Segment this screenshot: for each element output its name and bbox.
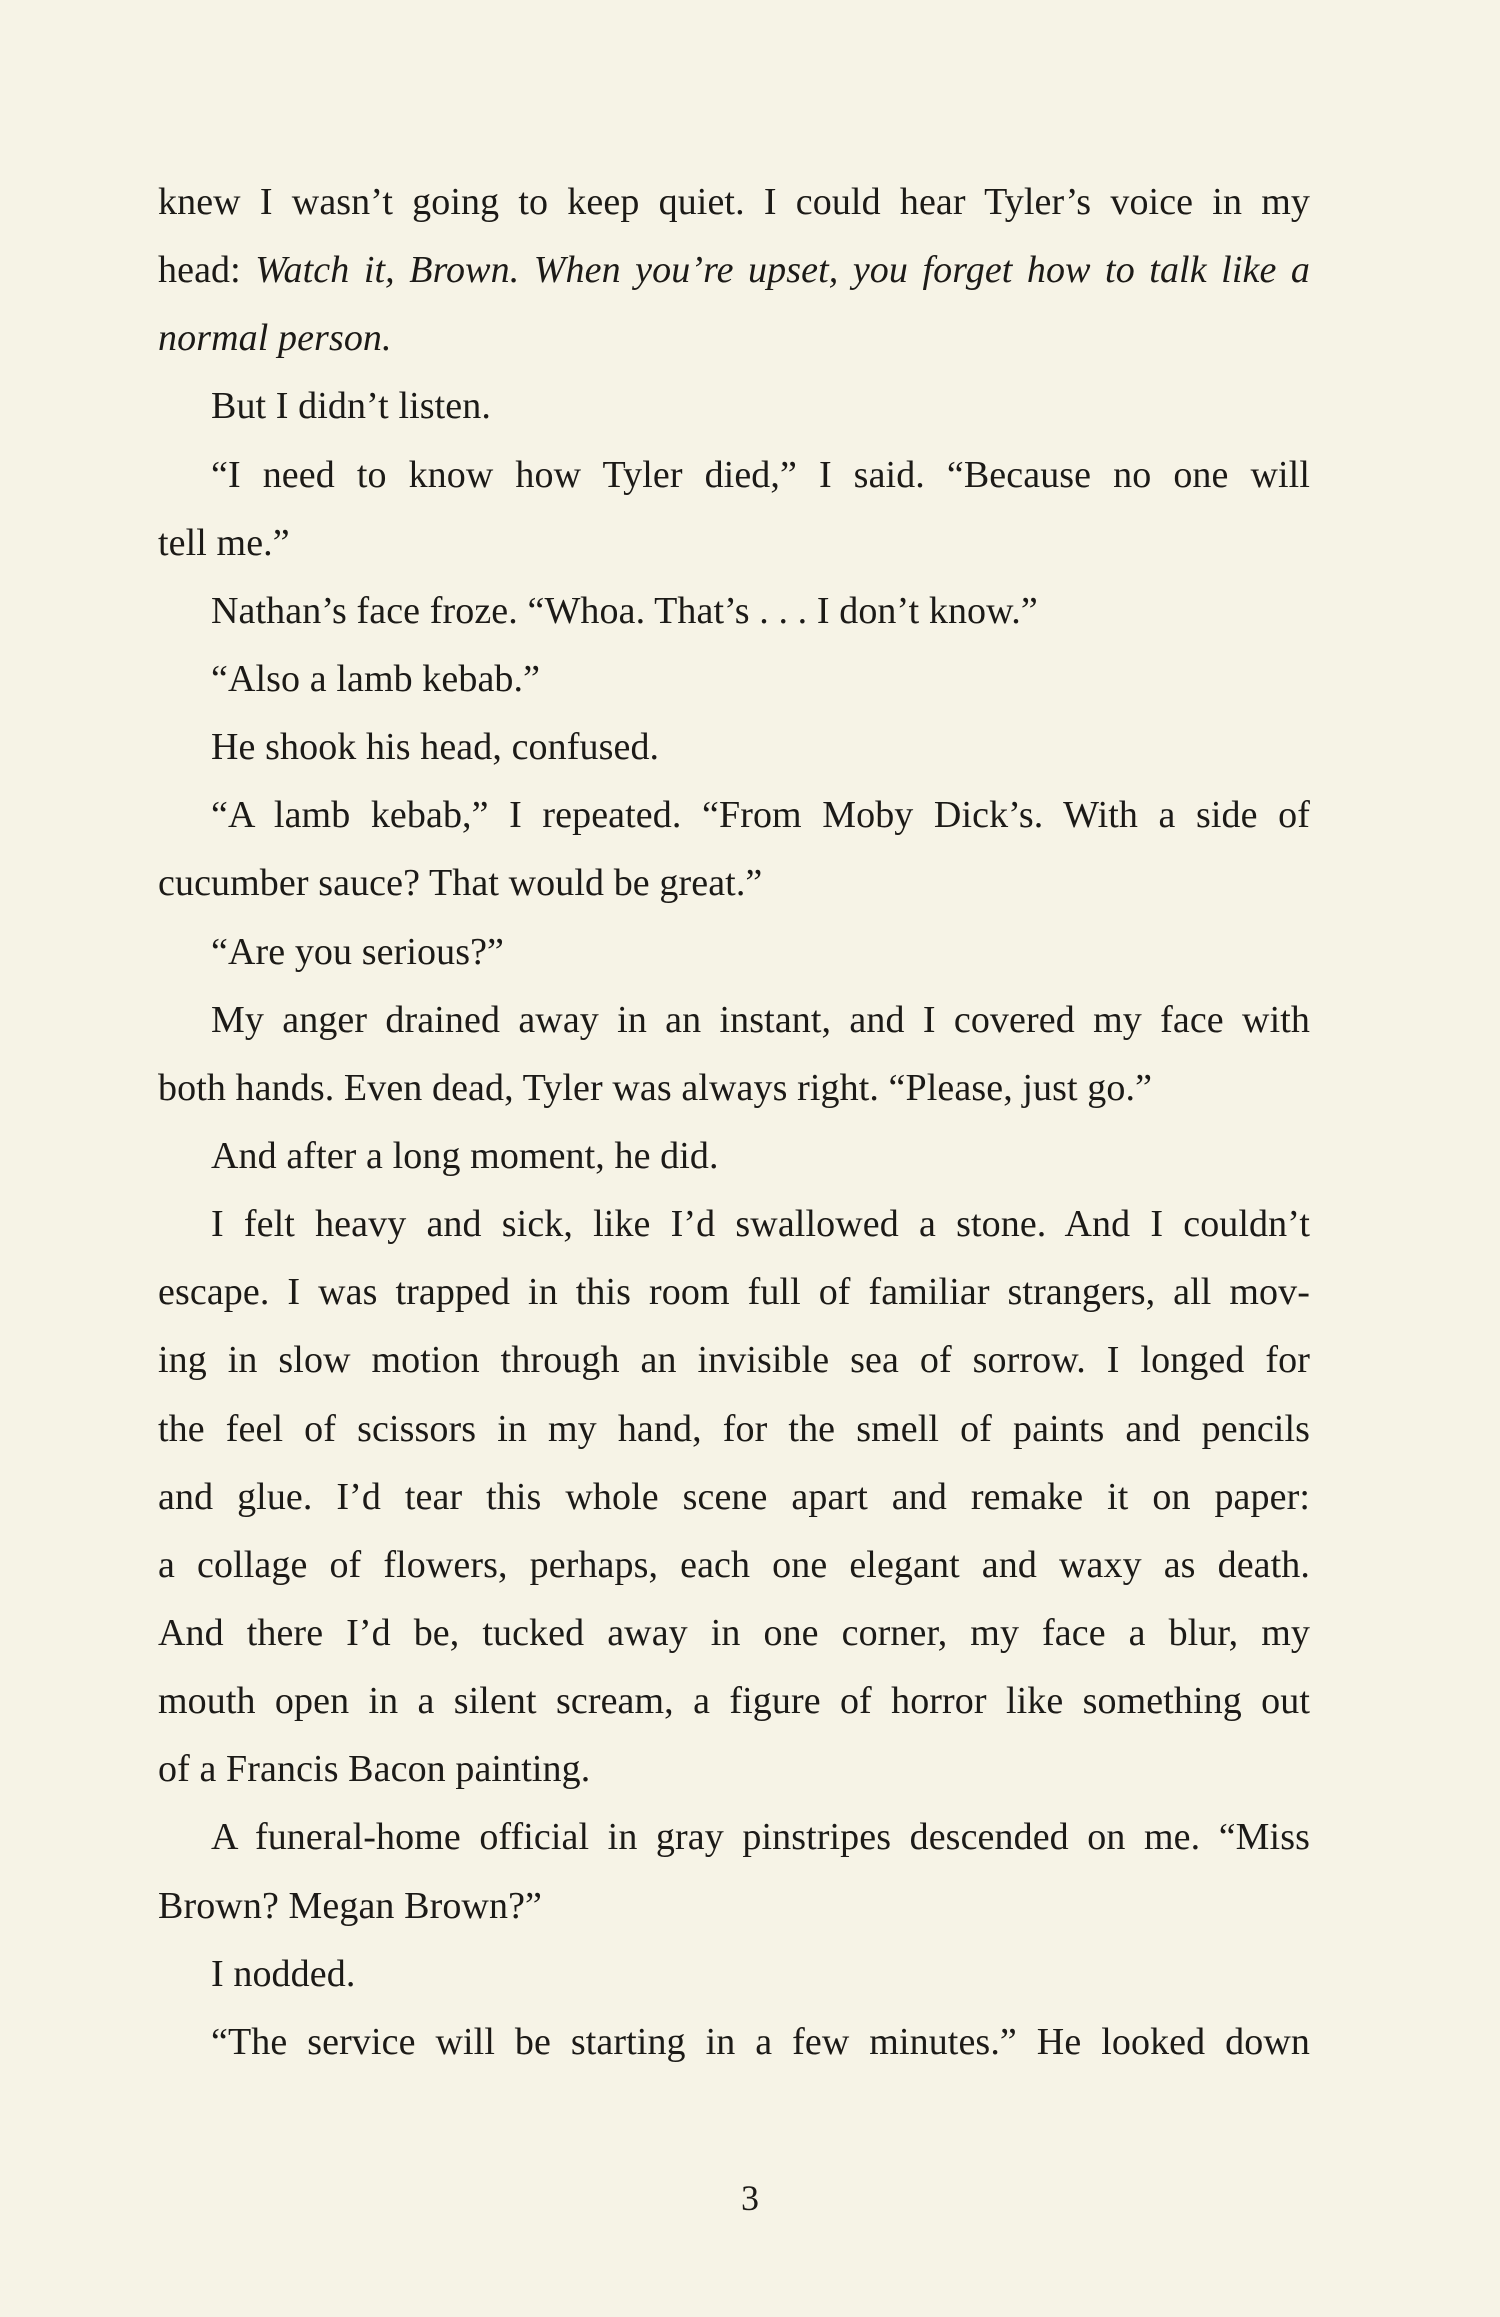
text-run: cucumber sauce? That would be great.” <box>158 862 763 905</box>
text-line <box>158 1667 1310 1735</box>
text-run: And after a long moment, he did. <box>211 1134 719 1177</box>
italic-text-run: normal person. <box>158 317 392 360</box>
text-line <box>158 1531 1310 1599</box>
text-run: Nathan’s face froze. “Whoa. That’s . . . I don’t know.” <box>211 589 1038 632</box>
text-line <box>158 713 1310 781</box>
text-line <box>158 1054 1310 1122</box>
text-run: But I didn’t listen. <box>211 385 491 428</box>
text-line <box>158 236 1310 304</box>
text-run: “I need to know how Tyler died,” I said. “Because no one will <box>211 453 1310 496</box>
text-run: “Are you serious?” <box>211 930 505 973</box>
text-run: A funeral-home official in gray pinstripes descended on me. “Miss <box>211 1816 1310 1859</box>
text-line <box>158 781 1310 849</box>
text-run: “Also a lamb kebab.” <box>211 657 541 700</box>
text-run: a collage of flowers, perhaps, each one elegant and waxy as death. <box>158 1543 1310 1586</box>
text-line <box>158 441 1310 509</box>
text-run: knew I wasn’t going to keep quiet. I could hear Tyler’s voice in my <box>158 181 1310 223</box>
text-run: both hands. Even dead, Tyler was always right. “Please, just go.” <box>158 1066 1153 1109</box>
text-run: escape. I was trapped in this room full of familiar strangers, all mov- <box>158 1271 1310 1314</box>
text-run: My anger drained away in an instant, and I covered my face with <box>211 998 1310 1041</box>
page-number: 3 <box>741 2178 759 2218</box>
text-run: ing in slow motion through an invisible sea of sorrow. I longed for <box>158 1339 1310 1382</box>
text-run: of a Francis Bacon painting. <box>158 1748 591 1791</box>
text-line <box>158 1599 1310 1667</box>
text-line <box>158 1735 1310 1803</box>
text-line <box>158 1395 1310 1463</box>
text-run: head: <box>158 249 256 292</box>
text-run: Brown? Megan Brown?” <box>158 1884 543 1927</box>
text-run: “The service will be starting in a few minutes.” He looked down <box>211 2020 1310 2063</box>
text-line <box>158 1940 1310 2008</box>
text-line <box>158 304 1310 372</box>
text-line <box>158 1872 1310 1940</box>
text-run: “A lamb kebab,” I repeated. “From Moby Dick’s. With a side of <box>211 794 1310 837</box>
body-text <box>158 168 1310 2076</box>
text-run: I felt heavy and sick, like I’d swallowed a stone. And I couldn’t <box>211 1203 1310 1246</box>
text-run: He shook his head, confused. <box>211 726 660 769</box>
text-line <box>158 1258 1310 1326</box>
text-line <box>158 168 1310 236</box>
text-line <box>158 1463 1310 1531</box>
text-run: mouth open in a silent scream, a figure of horror like something out <box>158 1680 1310 1723</box>
text-line <box>158 1122 1310 1190</box>
text-line <box>158 577 1310 645</box>
text-run: and glue. I’d tear this whole scene apart and remake it on paper: <box>158 1475 1310 1518</box>
text-line <box>158 2008 1310 2076</box>
text-line <box>158 645 1310 713</box>
text-line <box>158 986 1310 1054</box>
text-run: the feel of scissors in my hand, for the smell of paints and pencils <box>158 1407 1310 1450</box>
text-run: tell me.” <box>158 521 290 564</box>
text-run: And there I’d be, tucked away in one corner, my face a blur, my <box>158 1611 1310 1654</box>
text-line <box>158 1803 1310 1871</box>
italic-text-run: Watch it, Brown. When you’re upset, you forget how to talk like a <box>255 249 1310 292</box>
text-line <box>158 918 1310 986</box>
text-line <box>158 1190 1310 1258</box>
text-run: I nodded. <box>211 1952 356 1995</box>
text-line <box>158 372 1310 440</box>
text-line <box>158 509 1310 577</box>
text-line <box>158 1326 1310 1394</box>
text-line <box>158 849 1310 917</box>
